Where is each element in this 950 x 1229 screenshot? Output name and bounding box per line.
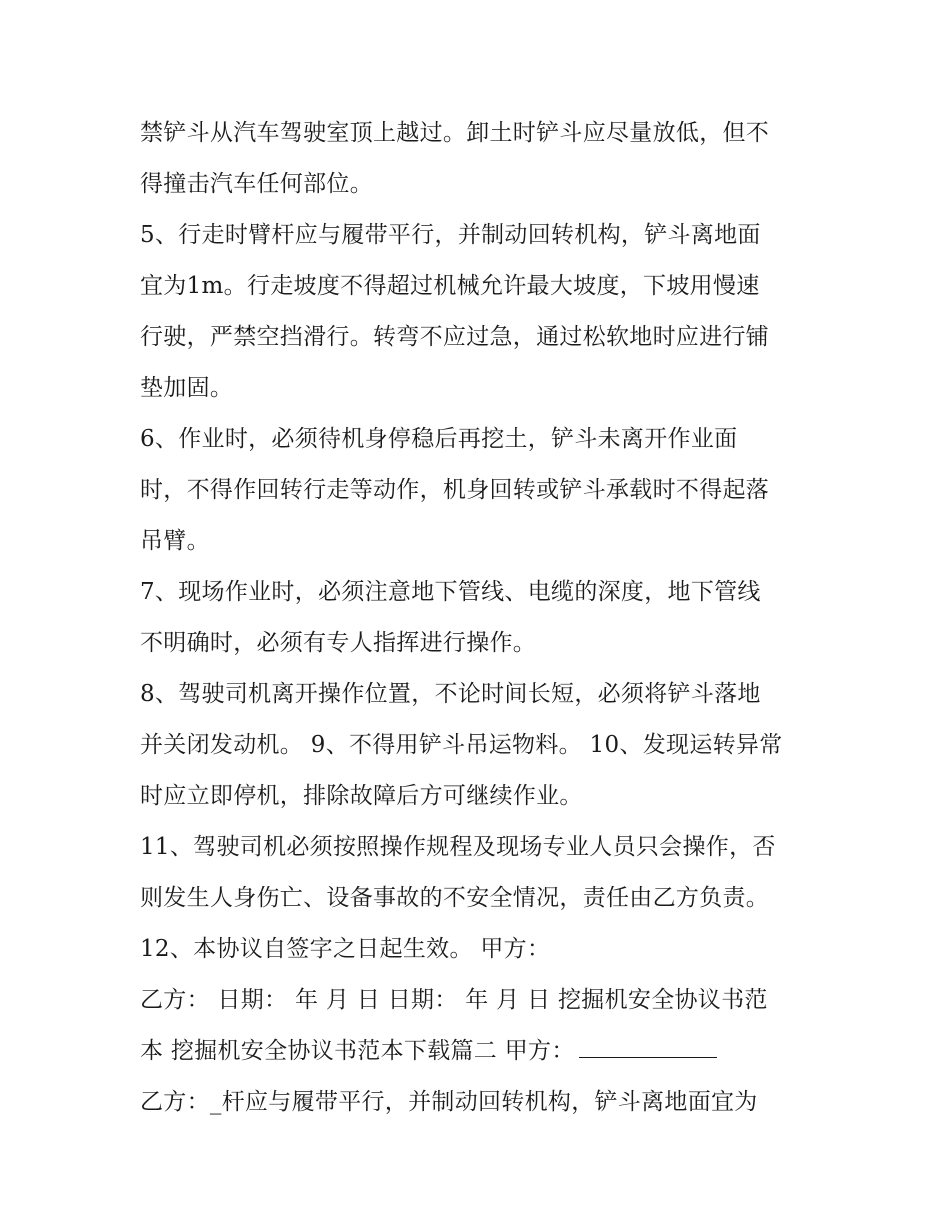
text-line: 并关闭发动机。 9、不得用铲斗吊运物料。 10、发现运转异常 — [140, 732, 783, 758]
text-line: 12、本协议自签字之日起生效。 甲方： — [140, 936, 551, 962]
text-line: 不明确时，必须有专人指挥进行操作。 — [140, 630, 537, 656]
text-line: 宜为1m。行走坡度不得超过机械允许最大坡度，下坡用慢速 — [140, 273, 760, 299]
text-line: 垫加固。 — [140, 375, 234, 401]
text-line: 则发生人身伤亡、设备事故的不安全情况，责任由乙方负责。 — [140, 885, 770, 911]
text-line: 11、驾驶司机必须按照操作规程及现场专业人员只会操作，否 — [140, 834, 776, 860]
text-line-with-blank — [140, 1026, 820, 1077]
text-line: 乙方：_杆应与履带平行，并制动回转机构，铲斗离地面宜为 — [140, 1089, 758, 1115]
text-line: 6、作业时，必须待机身停稳后再挖土，铲斗未离开作业面 — [140, 426, 738, 452]
text-line: 8、驾驶司机离开操作位置，不论时间长短，必须将铲斗落地 — [140, 681, 761, 707]
text-line: 禁铲斗从汽车驾驶室顶上越过。卸土时铲斗应尽量放低，但不 — [140, 120, 770, 146]
text-line-label: 本 挖掘机安全协议书范本下载篇二 甲方： — [140, 1038, 575, 1064]
text-line: 5、行走时臂杆应与履带平行，并制动回转机构，铲斗离地面 — [140, 222, 761, 248]
signature-blank — [579, 1033, 717, 1058]
text-line: 乙方： 日期： 年 月 日 日期： 年 月 日 挖掘机安全协议书范 — [140, 987, 768, 1013]
text-line: 7、现场作业时，必须注意地下管线、电缆的深度，地下管线 — [140, 579, 761, 605]
text-line: 时应立即停机，排除故障后方可继续作业。 — [140, 783, 583, 809]
text-line: 时，不得作回转行走等动作，机身回转或铲斗承载时不得起落 — [140, 477, 770, 503]
text-line: 吊臂。 — [140, 528, 210, 554]
document-body — [140, 108, 820, 1128]
text-line: 行驶，严禁空挡滑行。转弯不应过急，通过松软地时应进行铺 — [140, 324, 770, 350]
text-line: 得撞击汽车任何部位。 — [140, 171, 373, 197]
